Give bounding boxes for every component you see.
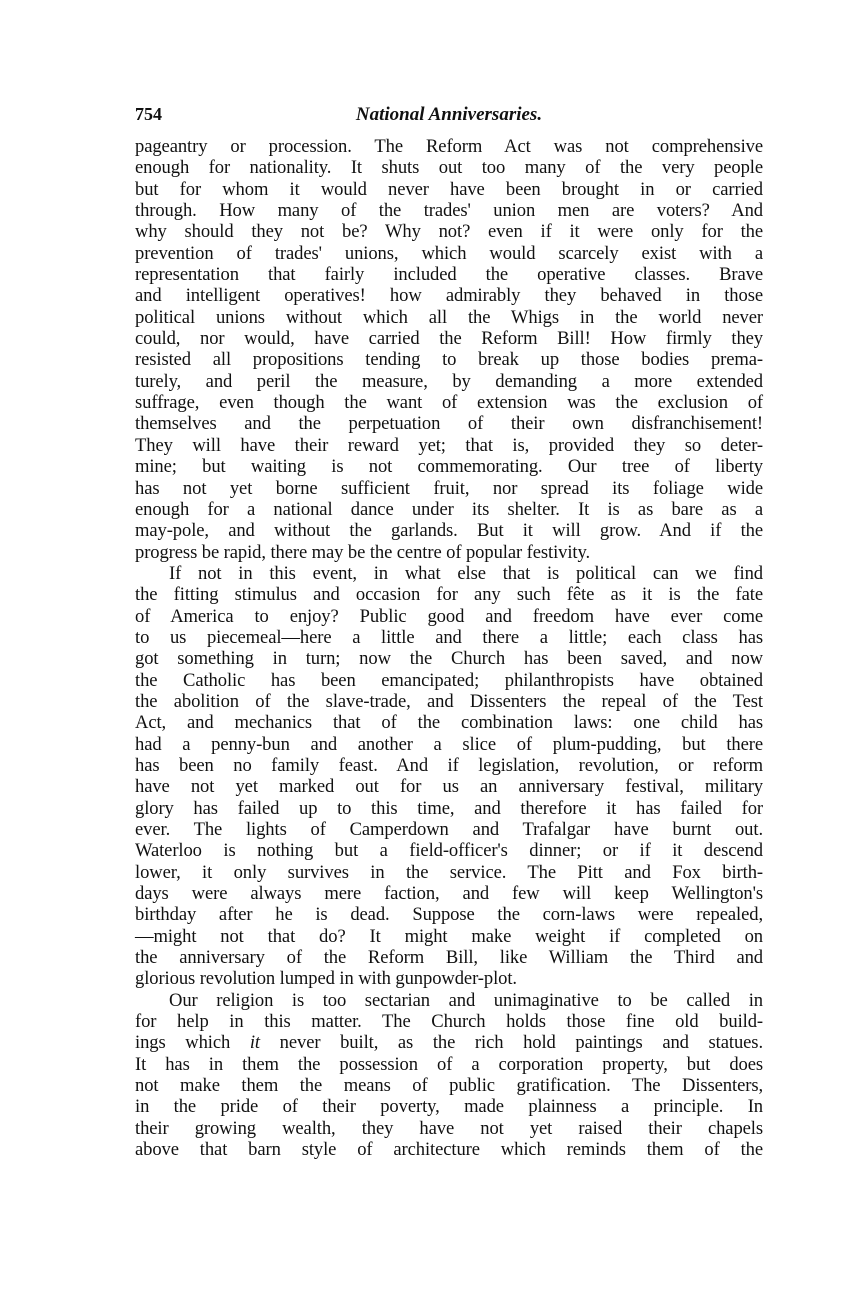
text-line: suffrage, even though the want of extension was the exclusion of [135,392,763,414]
text-line: why should they not be? Why not? even if it were only for the [135,221,763,243]
paragraph-end-line: progress be rapid, there may be the centre of popular festivity. [135,541,591,563]
text-line: through. How many of the trades' union men are voters? And [135,200,763,222]
text-line-with-italic [135,1032,763,1053]
text-line: has not yet borne sufficient fruit, nor spread its foliage wide [135,477,763,499]
text-line: lower, it only survives in the service. The Pitt and Fox birth- [135,861,763,883]
text-line: mine; but waiting is not commemorating. Our tree of liberty [135,456,763,478]
text-line: political unions without which all the Whigs in the world never [135,306,763,328]
text-line: birthday after he is dead. Suppose the corn-laws were repealed, [135,904,763,926]
page-number: 754 [135,104,162,124]
text-line: the fitting stimulus and occasion for any such fête as it is the fate [135,584,763,606]
text-line: turely, and peril the measure, by demanding a more extended [135,370,763,392]
body-text [135,136,763,1161]
text-line: enough for a national dance under its shelter. It is as bare as a [135,498,763,520]
running-title: National Anniversaries. [355,104,543,125]
text-line: may-pole, and without the garlands. But it will grow. And if the [135,520,763,542]
text-line: the Catholic has been emancipated; philanthropists have obtained [135,669,763,691]
text-line: enough for nationality. It shuts out too many of the very people [135,157,763,179]
text-line: has been no family feast. And if legislation, revolution, or reform [135,754,763,776]
text-line: for help in this matter. The Church holds those fine old build- [135,1011,763,1033]
text-line: but for whom it would never have been brought in or carried [135,178,763,200]
text-line: They will have their reward yet; that is, provided they so deter- [135,434,763,456]
text-line: days were always mere faction, and few will keep Wellington's [135,883,763,905]
text-line: It has in them the possession of a corporation property, but does [135,1053,763,1075]
text-line: have not yet marked out for us an anniversary festival, military [135,776,763,798]
paragraph-end-line: glorious revolution lumped in with gunpowder-plot. [135,968,517,990]
text-line: glory has failed up to this time, and therefore it has failed for [135,797,763,819]
text-line: —might not that do? It might make weight if completed on [135,925,763,947]
text-line: themselves and the perpetuation of their own disfranchisement! [135,413,763,435]
line-segment: never built, as the rich hold paintings and statues. [260,1032,763,1054]
text-line: above that barn style of architecture which reminds them of the [135,1139,763,1161]
text-line: got something in turn; now the Church has been saved, and now [135,648,763,670]
text-line: in the pride of their poverty, made plainness a principle. In [135,1096,763,1118]
text-line: could, nor would, have carried the Reform Bill! How firmly they [135,328,763,350]
text-line: resisted all propositions tending to break up those bodies prema- [135,349,763,371]
text-line: and intelligent operatives! how admirably they behaved in those [135,285,763,307]
text-line: their growing wealth, they have not yet raised their chapels [135,1117,763,1139]
text-line: prevention of trades' unions, which would scarcely exist with a [135,242,763,264]
text-line: the anniversary of the Reform Bill, like William the Third and [135,947,763,969]
italic-word: it [249,1032,260,1054]
text-line: Waterloo is nothing but a field-officer's dinner; or if it descend [135,840,763,862]
text-line: the abolition of the slave-trade, and Dissenters the repeal of the Test [135,690,763,712]
paragraph-start-line: If not in this event, in what else that is political can we find [169,562,763,584]
running-head [135,104,763,130]
text-line: not make them the means of public gratification. The Dissenters, [135,1075,763,1097]
text-line: Act, and mechanics that of the combination laws: one child has [135,712,763,734]
book-page [135,104,763,1161]
text-line: had a penny-bun and another a slice of plum-pudding, but there [135,733,763,755]
text-line: ever. The lights of Camperdown and Trafalgar have burnt out. [135,819,763,840]
text-line: to us piecemeal—here a little and there a little; each class has [135,626,763,648]
line-segment: ings which [135,1032,250,1054]
text-line: of America to enjoy? Public good and freedom have ever come [135,605,763,627]
text-line: pageantry or procession. The Reform Act was not comprehensive [135,136,763,157]
paragraph-start-line: Our religion is too sectarian and unimaginative to be called in [169,989,763,1011]
text-line: representation that fairly included the operative classes. Brave [135,264,763,286]
